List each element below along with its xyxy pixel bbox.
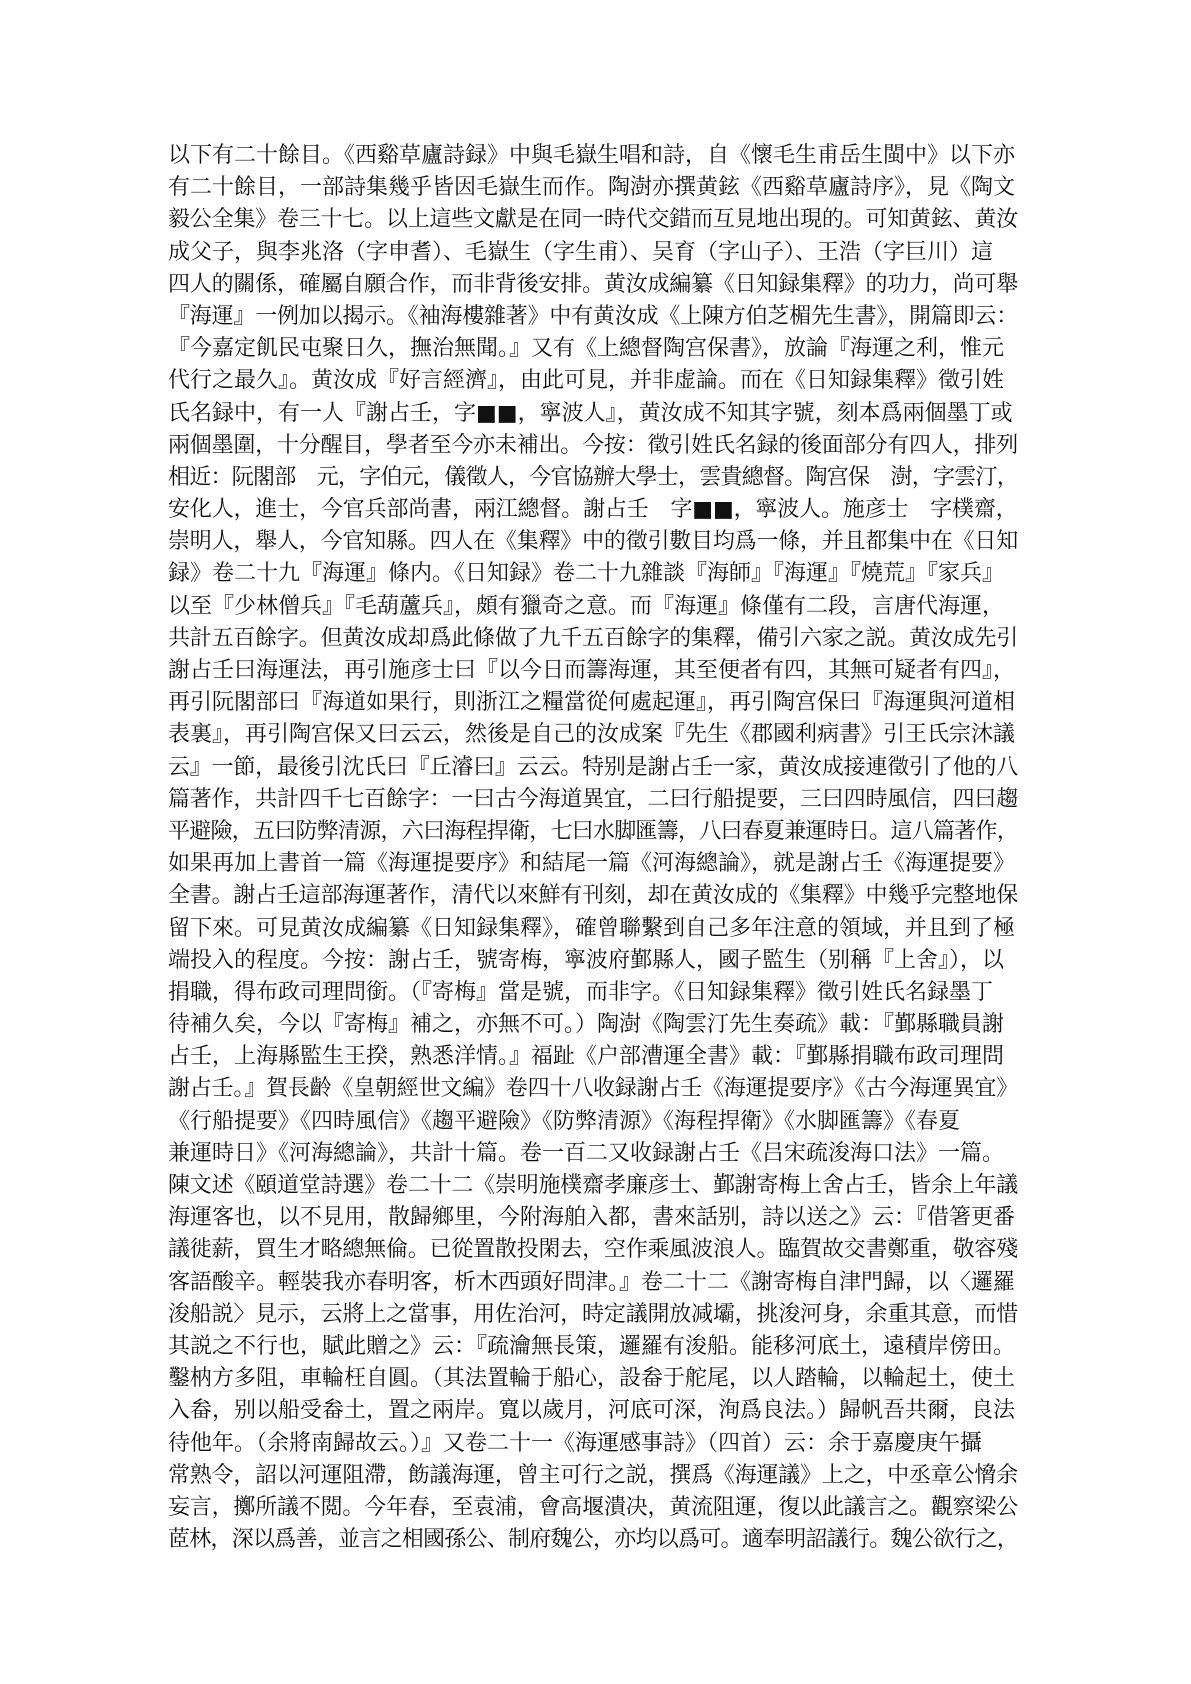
text-line: 表裏』，再引陶宫保又曰云云，然後是自己的汝成案『先生《郡國利病書》引王氏宗沐議 [168, 722, 1016, 748]
text-line: 毅公全集》卷三十七。以上這些文獻是在同一時代交錯而互見地出現的。可知黄鉉、黄汝 [168, 207, 1018, 233]
text-line: 茝林，深以爲善，並言之相國孫公、制府魏公，亦均以爲可。適奉明詔議行。魏公欲行之， [168, 1527, 1018, 1553]
text-line: 成父子，與李兆洛（字申耆）、毛嶽生（字生甫）、吴育（字山子）、王浩（字巨川）這 [168, 239, 994, 265]
text-line: 客語酸辛。輕裝我亦春明客，析木西頭好問津。』卷二十二《謝寄梅自津門歸，以〈邏羅 [168, 1269, 1016, 1295]
text-line: 浚船説〉見示，云將上之當事，用佐治河，時定議開放减壩，挑浚河身，余重其意，而惜 [168, 1301, 1018, 1327]
text-line: 陳文述《頤道堂詩選》卷二十二《崇明施樸齋孝廉彦士、鄞謝寄梅上舍占壬，皆余上年議 [168, 1173, 1018, 1198]
text-line: 海運客也，以不見用，散歸鄉里，今附海舶入都，書來話别，詩以送之》云：『借箸更番 [168, 1205, 1016, 1231]
text-line: 如果再加上書首一篇《海運提要序》和結尾一篇《河海總論》，就是謝占壬《海運提要》 [168, 851, 1016, 877]
text-line: 『海運』一例加以揭示。《袖海樓雜著》中有黄汝成《上陳方伯芝楣先生書》，開篇即云： [168, 303, 1018, 329]
text-line: 有二十餘目，一部詩集幾乎皆因毛嶽生而作。陶澍亦撰黄鉉《西谿草廬詩序》，見《陶文 [168, 175, 1016, 201]
body-text [168, 140, 1018, 1556]
text-line: 相近：阮閣部 元，字伯元，儀徵人，今官協辦大學士，雲貴總督。陶宫保 澍，字雲汀， [168, 464, 1018, 490]
text-line: 常熟令，詔以河運阻滯，飭議海運，曾主可行之説，撰爲《海運議》上之，中丞章公愶余 [168, 1462, 1018, 1488]
text-line: 《行船提要》《四時風信》《趨平避險》《防弊清源》《海程捍衛》《水脚匯籌》《春夏 [168, 1108, 961, 1134]
text-line: 以下有二十餘目。《西谿草廬詩録》中與毛嶽生唱和詩，自《懷毛生甫岳生閩中》以下亦 [168, 143, 1016, 168]
text-line: 四人的關係，確屬自願合作，而非背後安排。黄汝成編纂《日知録集釋》的功力，尚可舉 [168, 271, 1018, 297]
text-line: 占壬，上海縣監生王揆，熟悉洋情。』福趾《户部漕運全書》載：『鄞縣捐職布政司理問 [168, 1044, 1005, 1070]
text-line: 待補久矣，今以『寄梅』補之，亦無不可。）陶澍《陶雲汀先生奏疏》載：『鄞縣職員謝 [168, 1012, 1005, 1038]
text-line: 議徙薪，買生才略總無倫。已從置散投閑去，空作乘風波浪人。臨賀故交書鄭重，敬容殘 [168, 1237, 1018, 1263]
text-line: 其説之不行也，賦此贈之》云：『疏瀹無長策，邏羅有浚船。能移河底土，遠積岸傍田。 [168, 1333, 1016, 1359]
text-line: 代行之最久』。黄汝成『好言經濟』，由此可見，并非虚論。而在《日知録集釋》徵引姓 [168, 368, 1005, 394]
text-line: 云』一節，最後引沈氏曰『丘濬曰』云云。特别是謝占壬一家，黄汝成接連徵引了他的八 [168, 754, 1018, 780]
text-line: 篇著作，共計四千七百餘字：一曰古今海道異宜，二曰行船提要，三曰四時風信，四曰趨 [168, 786, 1018, 812]
text-line: 謝占壬。』賀長齡《皇朝經世文編》卷四十八收録謝占壬《海運提要序》《古今海運異宜》 [168, 1076, 1018, 1102]
text-line: 『今嘉定飢民屯聚日久，撫治無聞。』又有《上總督陶宫保書》，放論『海運之利，惟元 [168, 336, 1005, 362]
text-line: 留下來。可見黄汝成編纂《日知録集釋》，確曾聯繫到自己多年注意的領域，并且到了極 [168, 915, 1016, 941]
text-line: 安化人，進士，今官兵部尚書，兩江總督。謝占壬 字■■，寧波人。施彦士 字樸齋， [168, 497, 1018, 523]
text-line: 兩個墨圍，十分醒目，學者至今亦未補出。今按：徵引姓氏名録的後面部分有四人，排列 [168, 432, 1018, 458]
text-line: 待他年。（余將南歸故云。）』又卷二十一《海運感事詩》（四首）云：余于嘉慶庚午攝 [168, 1430, 983, 1456]
text-line: 共計五百餘字。但黄汝成却爲此條做了九千五百餘字的集釋，備引六家之説。黄汝成先引 [168, 625, 1018, 651]
text-line: 録》卷二十九『海運』條内。《日知録》卷二十九雜談『海師』『海運』『燒荒』『家兵』 [168, 561, 1005, 587]
text-line: 入畚，别以船受畚土，置之兩岸。寬以歲月，河底可深，洵爲良法。）歸帆吾共爾，良法 [168, 1398, 1016, 1424]
text-line: 崇明人，舉人，今官知縣。四人在《集釋》中的徵引數目均爲一條，并且都集中在《日知 [168, 529, 1018, 555]
text-line: 全書。謝占壬這部海運著作，清代以來鮮有刊刻，却在黄汝成的《集釋》中幾乎完整地保 [168, 883, 1018, 909]
text-line: 以至『少林僧兵』『毛葫蘆兵』，頗有獵奇之意。而『海運』條僅有二段，言唐代海運， [168, 593, 1005, 619]
text-line: 鑿枘方多阻，車輪枉自圓。（其法置輪于船心，設畚于舵尾，以人踏輪，以輪起土，使土 [168, 1366, 1016, 1392]
text-line: 謝占壬曰海運法，再引施彦士曰『以今日而籌海運，其至便者有四，其無可疑者有四』， [168, 658, 1016, 683]
text-line: 端投入的程度。今按：謝占壬，號寄梅，寧波府鄞縣人，國子監生（别稱『上舍』），以 [168, 947, 1005, 973]
text-line: 捐職，得布政司理問銜。（『寄梅』當是號，而非字。《日知録集釋》徵引姓氏名録墨丁 [168, 979, 994, 1005]
text-line: 妄言，擲所議不閲。今年春，至袁浦，會高堰潰决，黄流阻運，復以此議言之。觀察梁公 [168, 1494, 1018, 1520]
text-line: 平避險，五曰防弊清源，六曰海程捍衛，七曰水脚匯籌，八曰春夏兼運時日。這八篇著作， [168, 818, 1018, 844]
text-line: 再引阮閣部曰『海道如果行，則浙江之糧當從何處起運』，再引陶宫保曰『海運與河道相 [168, 690, 1016, 716]
text-line: 氏名録中，有一人『謝占壬，字■■，寧波人』，黄汝成不知其字號，刻本爲兩個墨丁或 [168, 400, 1013, 426]
text-line: 兼運時日》《河海總論》，共計十篇。卷一百二又收録謝占壬《吕宋疏浚海口法》一篇。 [168, 1140, 1005, 1166]
